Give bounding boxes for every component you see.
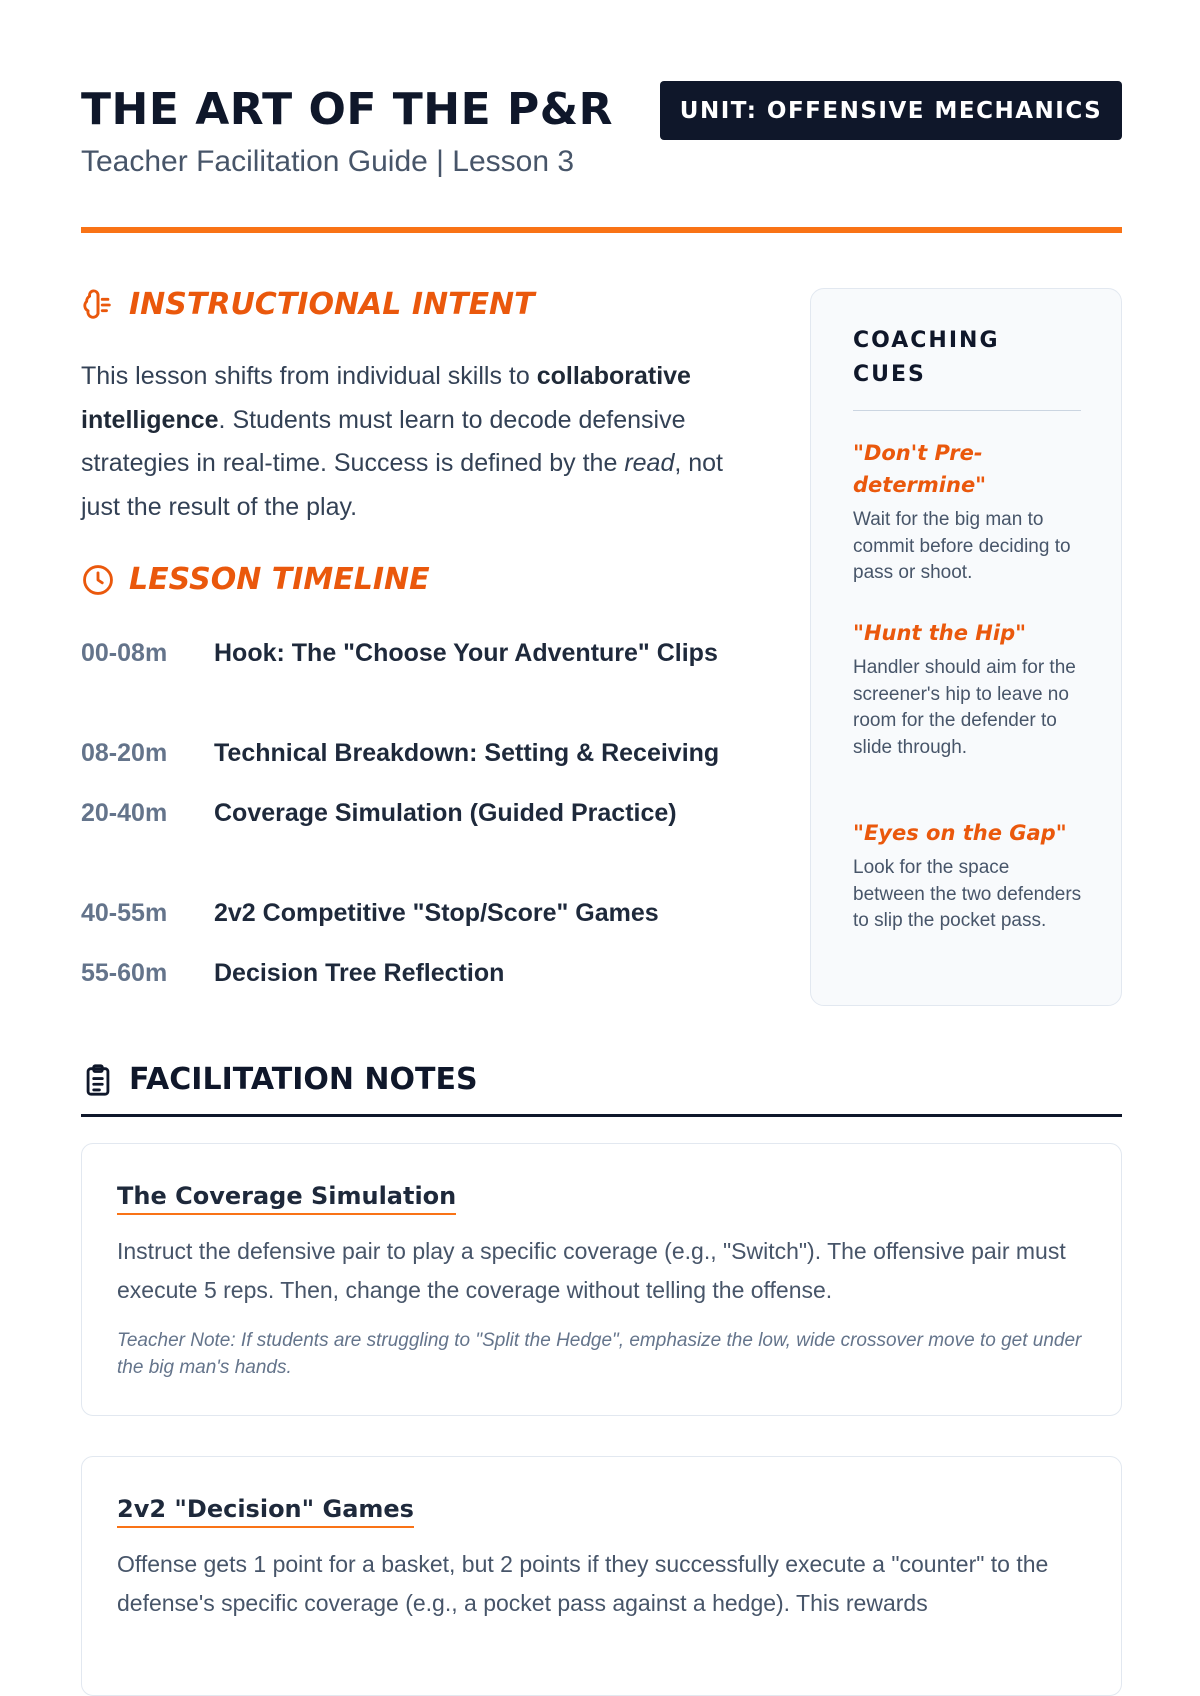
note-title: 2v2 "Decision" Games [117, 1492, 414, 1528]
timeline-heading [81, 562, 430, 597]
cue-text: Handler should aim for the screener's hip to leave no room for the defender to slide through. [853, 657, 1076, 759]
cue-title: "Don't Pre-determine" [853, 441, 987, 497]
coaching-cue [853, 817, 1085, 935]
intent-text-bold: collaborative intelligence [81, 362, 691, 434]
cue-title: "Eyes on the Gap" [853, 821, 1067, 845]
timeline-time: 55-60m [81, 959, 168, 987]
note-card [81, 1456, 1122, 1696]
clock-icon [81, 563, 115, 597]
timeline-time: 08-20m [81, 739, 168, 767]
timeline-time: 00-08m [81, 639, 168, 667]
brain-icon [81, 288, 115, 322]
timeline-desc: Hook: The "Choose Your Adventure" Clips [214, 639, 718, 667]
intent-text-part: This lesson shifts from individual skills to [81, 362, 537, 390]
coaching-cue [853, 437, 1085, 587]
page-title: THE ART OF THE P&R [81, 84, 613, 135]
cue-text: Wait for the big man to commit before deciding to pass or shoot. [853, 509, 1071, 584]
timeline-desc: 2v2 Competitive "Stop/Score" Games [214, 899, 659, 927]
teacher-note: Teacher Note: If students are struggling to "Split the Hedge", emphasize the low, wide crossover move to get under the big man's hands. [117, 1330, 1082, 1378]
intent-text-italic: read [624, 449, 675, 477]
unit-badge: UNIT: OFFENSIVE MECHANICS [660, 81, 1122, 140]
clipboard-icon [81, 1063, 115, 1097]
note-card [81, 1143, 1122, 1416]
cue-text: Look for the space between the two defenders to slip the pocket pass. [853, 857, 1082, 932]
coaching-cues-heading: COACHING CUES [853, 328, 1000, 387]
intent-heading-label: INSTRUCTIONAL INTENT [129, 287, 535, 322]
note-title: The Coverage Simulation [117, 1179, 456, 1215]
notes-heading-label: FACILITATION NOTES [129, 1062, 478, 1097]
notes-heading [81, 1062, 478, 1097]
intent-heading [81, 287, 535, 322]
intent-paragraph [81, 355, 751, 529]
timeline-time: 40-55m [81, 899, 168, 927]
coaching-cue [853, 617, 1085, 762]
notes-divider [81, 1114, 1122, 1117]
intent-text-part: . Students must learn to decode defensive strategies in real-time. Success is defined by the [81, 405, 686, 477]
timeline-desc: Technical Breakdown: Setting & Receiving [214, 739, 720, 767]
note-text: Offense gets 1 point for a basket, but 2 points if they successfully execute a "counter" to the defense's specific coverage (e.g., a pocket pass against a hedge). This rewards [117, 1551, 1049, 1616]
intent-text-part: , not just the result of the play. [81, 449, 724, 521]
cue-title: "Hunt the Hip" [853, 621, 1027, 645]
page-subtitle: Teacher Facilitation Guide | Lesson 3 [81, 145, 575, 178]
coaching-cues-card [810, 288, 1122, 1006]
timeline-desc: Decision Tree Reflection [214, 959, 505, 987]
note-text: Instruct the defensive pair to play a specific coverage (e.g., "Switch"). The offensive pair must execute 5 reps. Then, change the coverage without telling the offense. [117, 1238, 1066, 1303]
timeline-heading-label: LESSON TIMELINE [129, 562, 430, 597]
coaching-cues-divider [853, 410, 1081, 411]
timeline-desc: Coverage Simulation (Guided Practice) [214, 799, 677, 827]
timeline-time: 20-40m [81, 799, 168, 827]
header-divider [81, 227, 1122, 233]
